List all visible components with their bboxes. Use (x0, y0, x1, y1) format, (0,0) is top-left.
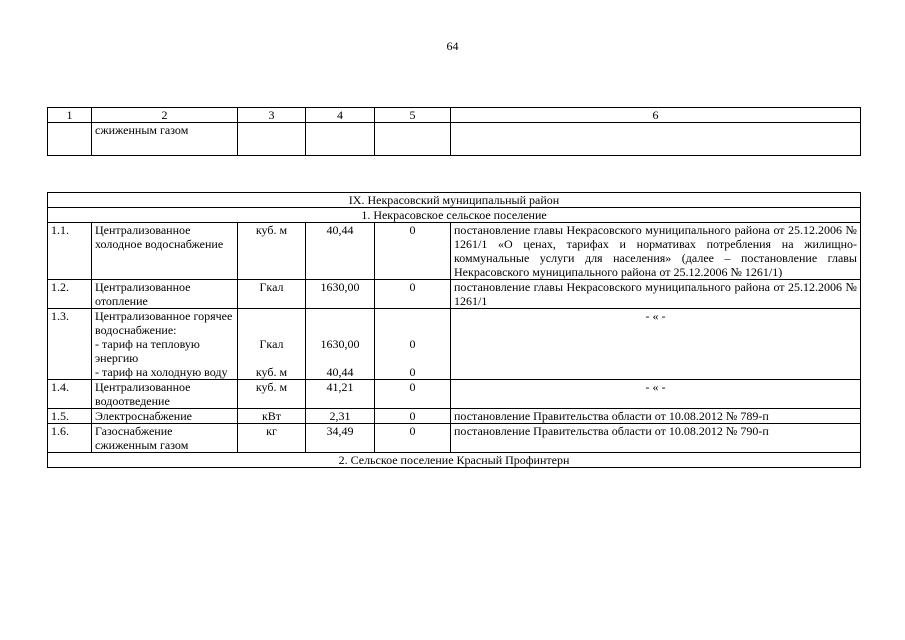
rate-cell: 0 (375, 380, 451, 409)
row-number-cell: 1.4. (48, 380, 92, 409)
spacer (309, 351, 371, 365)
document-cell: постановление главы Некрасовского муниципального района от 25.12.2006 № 1261/1 (451, 280, 861, 309)
column-number-4: 4 (306, 108, 375, 123)
rate-cell: 0 (375, 280, 451, 309)
district-title: IX. Некрасовский муниципальный район (48, 193, 861, 208)
service-name-cell: Электроснабжение (92, 409, 238, 424)
settlement-title: 1. Некрасовское сельское поселение (48, 208, 861, 223)
subtariff-water-name: - тариф на холодную воду (95, 365, 228, 379)
unit-cell: кВт (238, 409, 306, 424)
rate-cell (375, 309, 451, 380)
price-cell (306, 123, 375, 156)
service-name-heading: Централизованное горячее водоснабжение: (95, 309, 233, 337)
table-row (48, 409, 861, 424)
table-row (48, 309, 861, 380)
price-cell: 2,31 (306, 409, 375, 424)
row-number-cell: 1.1. (48, 223, 92, 280)
page-number: 64 (446, 39, 459, 53)
spacer (241, 351, 302, 365)
service-name-cell: Централизованное холодное водоснабжение (92, 223, 238, 280)
table-row (48, 424, 861, 453)
rate-cell (375, 123, 451, 156)
row-number-cell: 1.5. (48, 409, 92, 424)
table-row (48, 223, 861, 280)
document-cell (451, 123, 861, 156)
table-row (48, 380, 861, 409)
subtariff-water-rate: 0 (409, 365, 416, 379)
price-cell: 41,21 (306, 380, 375, 409)
rate-cell: 0 (375, 223, 451, 280)
column-number-1: 1 (48, 108, 92, 123)
row-number-cell (48, 123, 92, 156)
spacer (378, 351, 447, 365)
settlement-title-row (48, 453, 861, 468)
service-name-cell: Централизованное водоотведение (92, 380, 238, 409)
row-number-cell: 1.3. (48, 309, 92, 380)
row-number-cell: 1.6. (48, 424, 92, 453)
price-cell: 34,49 (306, 424, 375, 453)
price-cell (306, 309, 375, 380)
column-number-6: 6 (451, 108, 861, 123)
document-cell: - « - (451, 309, 861, 380)
unit-cell: Гкал (238, 280, 306, 309)
unit-cell (238, 123, 306, 156)
service-name-cell: Газоснабжение сжиженным газом (92, 424, 238, 453)
subtariff-water-unit: куб. м (255, 365, 288, 379)
tariff-table (47, 192, 861, 468)
document-cell: постановление Правительства области от 10.08.2012 № 790-п (451, 424, 861, 453)
document-cell: постановление Правительства области от 10.08.2012 № 789-п (451, 409, 861, 424)
column-number-3: 3 (238, 108, 306, 123)
subtariff-water-price: 40,44 (326, 365, 354, 379)
unit-cell: кг (238, 424, 306, 453)
row-number-cell: 1.2. (48, 280, 92, 309)
price-cell: 1630,00 (306, 280, 375, 309)
subtariff-heat-name: - тариф на тепловую энергию (95, 337, 200, 365)
column-number-2: 2 (92, 108, 238, 123)
service-name-cell: Централизованное отопление (92, 280, 238, 309)
continuation-table (47, 107, 861, 156)
settlement-title: 2. Сельское поселение Красный Профинтерн (48, 453, 861, 468)
document-cell: - « - (451, 380, 861, 409)
subtariff-heat-unit: Гкал (259, 337, 284, 351)
price-cell: 40,44 (306, 223, 375, 280)
table-row (48, 123, 861, 156)
subtariff-heat-price: 1630,00 (320, 337, 360, 351)
column-number-row (48, 108, 861, 123)
service-name-cell (92, 309, 238, 380)
district-title-row (48, 193, 861, 208)
rate-cell: 0 (375, 409, 451, 424)
settlement-title-row (48, 208, 861, 223)
unit-cell (238, 309, 306, 380)
service-name-cell: сжиженным газом (92, 123, 238, 156)
unit-cell: куб. м (238, 380, 306, 409)
table-row (48, 280, 861, 309)
rate-cell: 0 (375, 424, 451, 453)
unit-cell: куб. м (238, 223, 306, 280)
document-cell: постановление главы Некрасовского муниципального района от 25.12.2006 № 1261/1 «О ценах, тарифах и нормативах потребления на жилищно-коммунальные услуги для населения» (далее – постановление главы Некрасовского муниципального района от 25.12.2006 № 1261/1) (451, 223, 861, 280)
column-number-5: 5 (375, 108, 451, 123)
subtariff-heat-rate: 0 (409, 337, 416, 351)
